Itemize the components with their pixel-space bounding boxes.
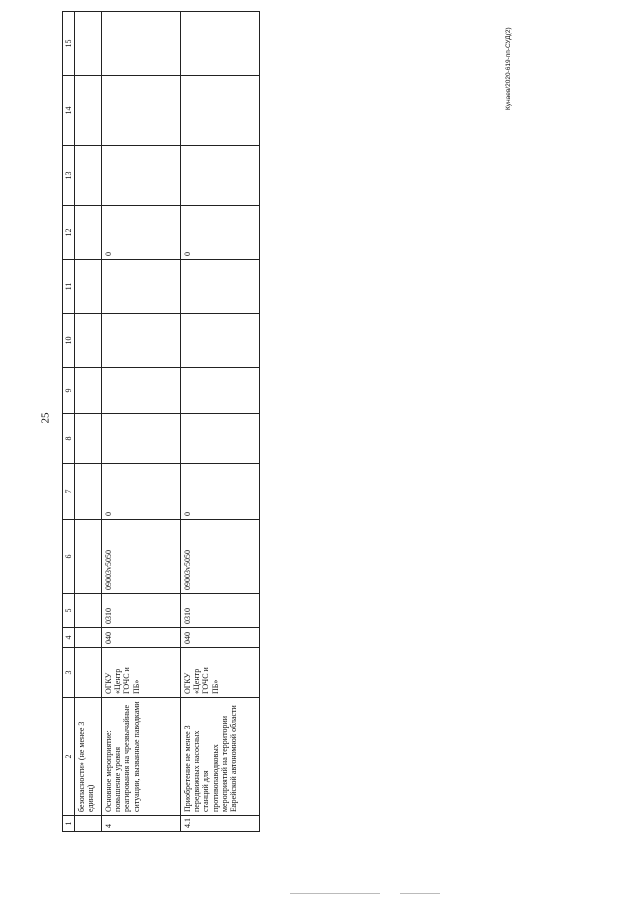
table-cell bbox=[181, 260, 260, 314]
table-cell bbox=[102, 76, 181, 146]
table-cell: 0310 bbox=[181, 594, 260, 628]
table-cell bbox=[102, 314, 181, 368]
table-row bbox=[102, 12, 181, 832]
page-number: 25 bbox=[39, 412, 52, 424]
table-cell bbox=[75, 314, 102, 368]
table-cell bbox=[102, 12, 181, 76]
column-header: 8 bbox=[63, 414, 75, 464]
table-cell: 040 bbox=[102, 628, 181, 648]
table-cell bbox=[102, 414, 181, 464]
scan-artifact-line bbox=[400, 893, 440, 894]
header-row bbox=[63, 12, 75, 832]
table-cell bbox=[181, 12, 260, 76]
table-cell bbox=[181, 76, 260, 146]
table-cell bbox=[102, 260, 181, 314]
column-header: 1 bbox=[63, 816, 75, 832]
column-header: 3 bbox=[63, 648, 75, 698]
table-cell bbox=[75, 206, 102, 260]
table-cell: 09003v5050 bbox=[181, 520, 260, 594]
table-cell: 0 bbox=[102, 206, 181, 260]
table-row bbox=[181, 12, 260, 832]
column-header: 10 bbox=[63, 314, 75, 368]
table-cell: 4 bbox=[102, 816, 181, 832]
table-cell bbox=[102, 146, 181, 206]
table-cell bbox=[181, 414, 260, 464]
column-header: 7 bbox=[63, 464, 75, 520]
table-cell bbox=[75, 146, 102, 206]
column-header: 12 bbox=[63, 206, 75, 260]
table-cell: 4.1 bbox=[181, 816, 260, 832]
table-cell: Основное мероприятие: повышение уровня реагирования на чрезвычайные ситуации, вызванные паводками bbox=[102, 698, 181, 816]
column-header: 5 bbox=[63, 594, 75, 628]
table-cell bbox=[75, 648, 102, 698]
table-cell: 040 bbox=[181, 628, 260, 648]
table-cell bbox=[181, 146, 260, 206]
column-header: 11 bbox=[63, 260, 75, 314]
table-cell: ОГКУ «Центр ГОЧС и ПБ» bbox=[102, 648, 181, 698]
column-header: 15 bbox=[63, 12, 75, 76]
column-header: 14 bbox=[63, 76, 75, 146]
table-cell: Приобретение не менее 3 передвижных насосных станций для противопаводковых мероприятий на территории Еврейской автономной области bbox=[181, 698, 260, 816]
table-cell: ОГКУ «Центр ГОЧС и ПБ» bbox=[181, 648, 260, 698]
table-cell bbox=[75, 816, 102, 832]
column-header: 6 bbox=[63, 520, 75, 594]
table-cell: 0 bbox=[181, 206, 260, 260]
table-cell bbox=[75, 12, 102, 76]
table-cell bbox=[75, 260, 102, 314]
table-cell bbox=[75, 628, 102, 648]
table-cell bbox=[75, 76, 102, 146]
table-cell bbox=[75, 520, 102, 594]
table-cell bbox=[102, 368, 181, 414]
column-header: 9 bbox=[63, 368, 75, 414]
column-header: 4 bbox=[63, 628, 75, 648]
table-cell: 0 bbox=[181, 464, 260, 520]
column-header: 2 bbox=[63, 698, 75, 816]
table-cell: безопасности» (не менее 3 единиц) bbox=[75, 698, 102, 816]
table-cell bbox=[181, 314, 260, 368]
budget-table-rotated bbox=[62, 12, 262, 832]
table-cell: 0310 bbox=[102, 594, 181, 628]
table-cell bbox=[75, 368, 102, 414]
table-row bbox=[75, 12, 102, 832]
column-header: 13 bbox=[63, 146, 75, 206]
table-cell: 0 bbox=[102, 464, 181, 520]
table-cell bbox=[75, 414, 102, 464]
table-cell: 09003v5050 bbox=[102, 520, 181, 594]
budget-table bbox=[62, 11, 260, 832]
table-cell bbox=[75, 464, 102, 520]
table-cell bbox=[181, 368, 260, 414]
table-cell bbox=[75, 594, 102, 628]
document-code: Кунаев/2020-619-пп-СУД(2) bbox=[505, 27, 512, 110]
scan-artifact-line bbox=[290, 893, 380, 894]
